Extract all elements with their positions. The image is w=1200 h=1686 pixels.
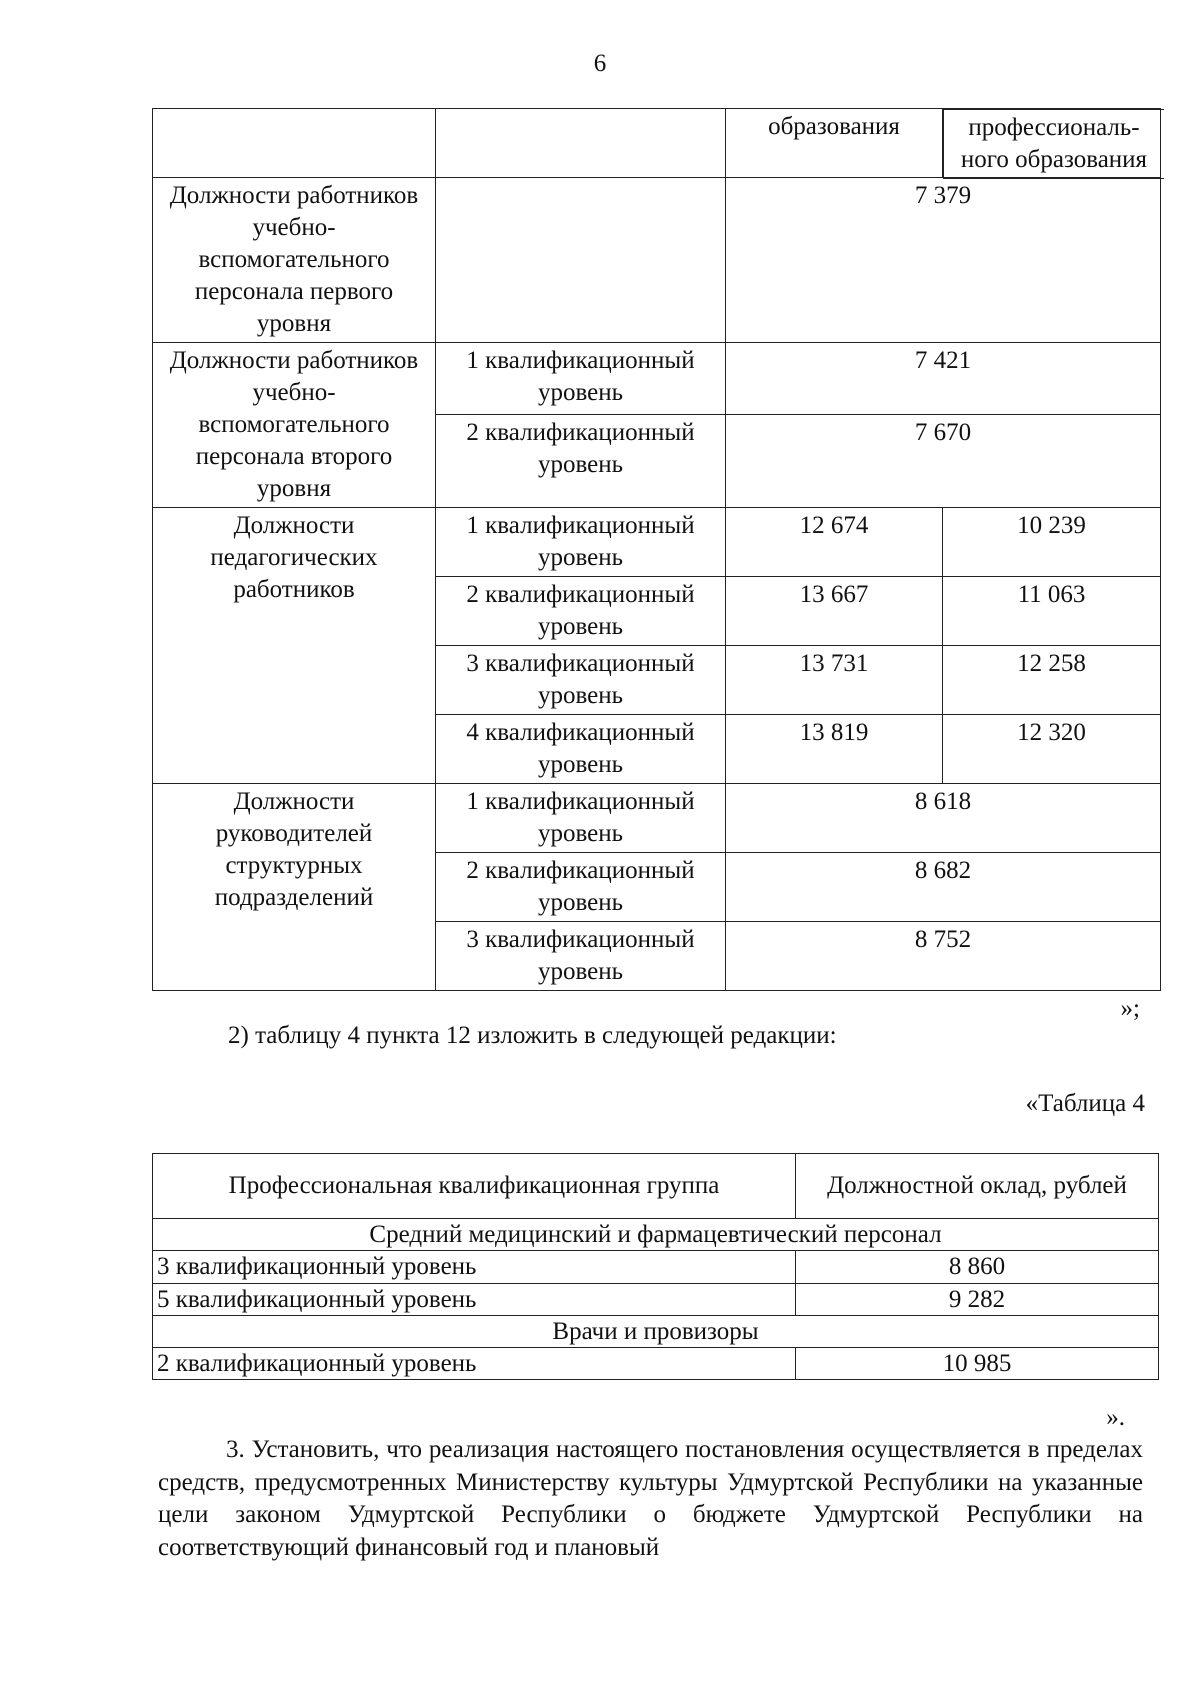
- salary-value-general: 13 731: [726, 646, 943, 715]
- salary-value: 8 618: [726, 784, 1161, 853]
- table-row: [153, 1348, 1159, 1380]
- group-name: Должности работников учебно-вспомогательного персонала второго уровня: [153, 343, 436, 508]
- salary-value: 10 985: [796, 1348, 1159, 1380]
- salary-value-general: 13 667: [726, 577, 943, 646]
- salary-table-3: [152, 108, 1161, 991]
- salary-value-professional: 10 239: [943, 508, 1161, 577]
- table3-closing-quote: »;: [1120, 995, 1140, 1022]
- table-row: [153, 508, 1161, 577]
- salary-value: 8 752: [726, 922, 1161, 991]
- salary-value: 8 860: [796, 1251, 1159, 1283]
- level-cell: 2 квалификационный уровень: [153, 1348, 796, 1380]
- header-cell-salary: Должностной оклад, рублей: [796, 1154, 1159, 1219]
- level-cell: 4 квалификационный уровень: [436, 715, 726, 784]
- table-row: [153, 178, 1161, 343]
- header-cell-group: Профессиональная квалификационная группа: [153, 1154, 796, 1219]
- level-cell: 1 квалификационный уровень: [436, 508, 726, 577]
- paragraph-3-text: 3. Установить, что реализация настоящего постановления осуществляется в пределах средств, предусмотренных Министерству культуры Удмуртской Республики на указанные цели законом Удмуртской Республики о бюджете Удмуртской Республики на соответствующий финансовый год и плановый: [158, 1436, 1143, 1561]
- level-cell: 5 квалификационный уровень: [153, 1283, 796, 1315]
- level-cell: 3 квалификационный уровень: [436, 646, 726, 715]
- header-professional-education-label: профессиональ-ного образования: [943, 109, 1164, 179]
- section-title: Средний медицинский и фармацевтический персонал: [153, 1219, 1159, 1251]
- salary-value: 7 421: [726, 343, 1161, 415]
- table-header-row: [153, 109, 1161, 178]
- header-cell-education: образования: [726, 109, 943, 178]
- level-cell: [436, 178, 726, 343]
- section-row: [153, 1315, 1159, 1347]
- table-row: [153, 1251, 1159, 1283]
- salary-value-professional: 11 063: [943, 577, 1161, 646]
- salary-value: 9 282: [796, 1283, 1159, 1315]
- instruction-2: 2) таблицу 4 пункта 12 изложить в следующей редакции:: [228, 1022, 837, 1049]
- salary-value: 8 682: [726, 853, 1161, 922]
- page-number: 6: [593, 50, 607, 77]
- level-cell: 2 квалификационный уровень: [436, 853, 726, 922]
- group-name: Должности работников учебно-вспомогательного персонала первого уровня: [153, 178, 436, 343]
- salary-value-professional: 12 320: [943, 715, 1161, 784]
- salary-value: 7 379: [726, 178, 1161, 343]
- salary-value-professional: 12 258: [943, 646, 1161, 715]
- section-row: [153, 1219, 1159, 1251]
- table-header-row: [153, 1154, 1159, 1219]
- salary-value-general: 13 819: [726, 715, 943, 784]
- salary-table-4: [152, 1153, 1159, 1380]
- level-cell: 1 квалификационный уровень: [436, 343, 726, 415]
- header-cell-empty: [153, 109, 436, 178]
- table-row: [153, 784, 1161, 853]
- table-row: [153, 343, 1161, 415]
- level-cell: 3 квалификационный уровень: [153, 1251, 796, 1283]
- table4-caption: «Таблица 4: [1025, 1090, 1145, 1117]
- group-name: Должности руководителей структурных подразделений: [153, 784, 436, 991]
- salary-value: 7 670: [726, 415, 1161, 508]
- group-name: Должности педагогических работников: [153, 508, 436, 784]
- level-cell: 2 квалификационный уровень: [436, 577, 726, 646]
- table-row: [153, 1283, 1159, 1315]
- salary-value-general: 12 674: [726, 508, 943, 577]
- table4-closing-quote: ».: [1106, 1404, 1125, 1431]
- header-cell-professional-education: [943, 109, 1161, 178]
- paragraph-3: [158, 1434, 1143, 1564]
- header-cell-empty: [436, 109, 726, 178]
- level-cell: 1 квалификационный уровень: [436, 784, 726, 853]
- section-title: Врачи и провизоры: [153, 1315, 1159, 1347]
- level-cell: 3 квалификационный уровень: [436, 922, 726, 991]
- level-cell: 2 квалификационный уровень: [436, 415, 726, 508]
